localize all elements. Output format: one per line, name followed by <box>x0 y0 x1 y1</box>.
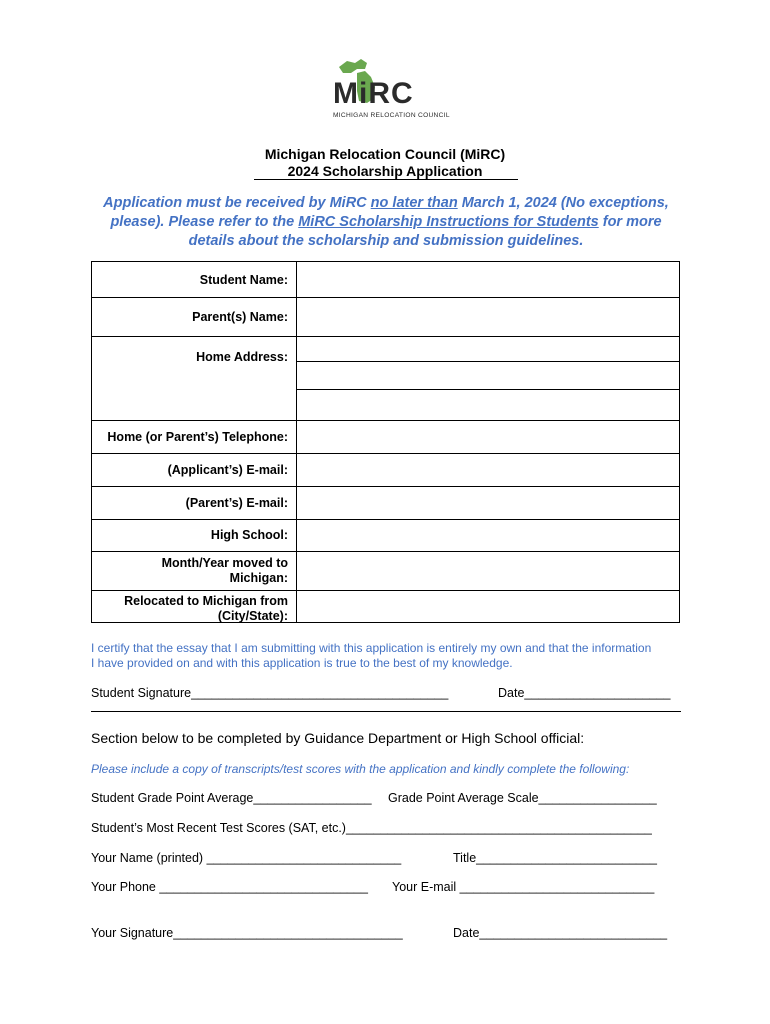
guidance-section-heading: Section below to be completed by Guidance Department or High School official: <box>91 730 585 746</box>
parents-name-field[interactable] <box>297 298 679 336</box>
high-school-label: High School: <box>210 528 288 542</box>
gpa-field[interactable]: Student Grade Point Average_________________ <box>91 791 372 805</box>
guidance-instruction: Please include a copy of transcripts/test scores with the application and kindly complete the following: <box>91 762 630 776</box>
official-phone-field[interactable]: Your Phone ______________________________ <box>91 880 368 894</box>
parents-name-label: Parent(s) Name: <box>192 310 288 324</box>
notice-text-2: March 1, 2024 (No exceptions, please). Please refer to the <box>110 195 669 230</box>
notice-text-1: Application must be received by MiRC <box>103 195 371 211</box>
page-subtitle: 2024 Scholarship Application <box>287 163 483 179</box>
moved-date-field[interactable] <box>297 552 679 590</box>
relocated-from-label-line1: Relocated to Michigan from <box>124 594 288 608</box>
relocated-from-label-line2: (City/State): <box>217 609 288 623</box>
deadline-notice <box>95 194 677 251</box>
student-name-label: Student Name: <box>199 273 288 287</box>
official-email-field[interactable]: Your E-mail ____________________________ <box>392 880 655 894</box>
official-signature-field[interactable]: Your Signature_________________________________ <box>91 926 403 940</box>
applicant-email-field[interactable] <box>297 454 679 486</box>
telephone-label: Home (or Parent’s) Telephone: <box>107 430 288 444</box>
relocated-from-label <box>95 594 288 624</box>
instructions-link[interactable]: MiRC Scholarship Instructions for Students <box>298 214 599 230</box>
student-signature-line[interactable]: Student Signature_____________________________________ <box>91 686 449 700</box>
high-school-field[interactable] <box>297 520 679 551</box>
relocated-from-field[interactable] <box>297 591 679 622</box>
logo-subtitle: MICHIGAN RELOCATION COUNCIL <box>333 112 450 119</box>
test-scores-field[interactable]: Student’s Most Recent Test Scores (SAT, etc.)____________________________________________ <box>91 821 652 835</box>
notice-emphasis-deadline: no later than <box>370 195 458 211</box>
page-title: Michigan Relocation Council (MiRC) <box>264 146 506 162</box>
parent-email-field[interactable] <box>297 487 679 519</box>
certification-line2: I have provided on and with this application is true to the best of my knowledge. <box>91 656 513 670</box>
mirc-logo <box>331 55 461 119</box>
title-underline <box>254 179 518 180</box>
section-divider <box>91 711 681 712</box>
official-date-field[interactable]: Date___________________________ <box>453 926 668 940</box>
parent-email-label: (Parent’s) E-mail: <box>185 496 288 510</box>
notice-text-3: for more details about the scholarship and submission guidelines. <box>188 214 662 249</box>
moved-date-label-line2: Michigan: <box>229 571 288 585</box>
telephone-field[interactable] <box>297 421 679 453</box>
official-name-field[interactable]: Your Name (printed) ____________________________ <box>91 851 402 865</box>
home-address-field[interactable] <box>297 337 679 420</box>
student-name-field[interactable] <box>297 262 679 297</box>
gpa-scale-field[interactable]: Grade Point Average Scale_________________ <box>388 791 657 805</box>
student-signature-date[interactable]: Date_____________________ <box>498 686 671 700</box>
moved-date-label-line1: Month/Year moved to <box>161 556 288 570</box>
moved-date-label <box>95 556 288 586</box>
logo-wordmark: MiRC <box>333 77 414 110</box>
official-title-field[interactable]: Title__________________________ <box>453 851 657 865</box>
certification-statement <box>91 641 691 671</box>
applicant-email-label: (Applicant’s) E-mail: <box>167 463 288 477</box>
certification-line1: I certify that the essay that I am submitting with this application is entirely my own and that the information <box>91 641 652 655</box>
home-address-label: Home Address: <box>196 350 288 364</box>
